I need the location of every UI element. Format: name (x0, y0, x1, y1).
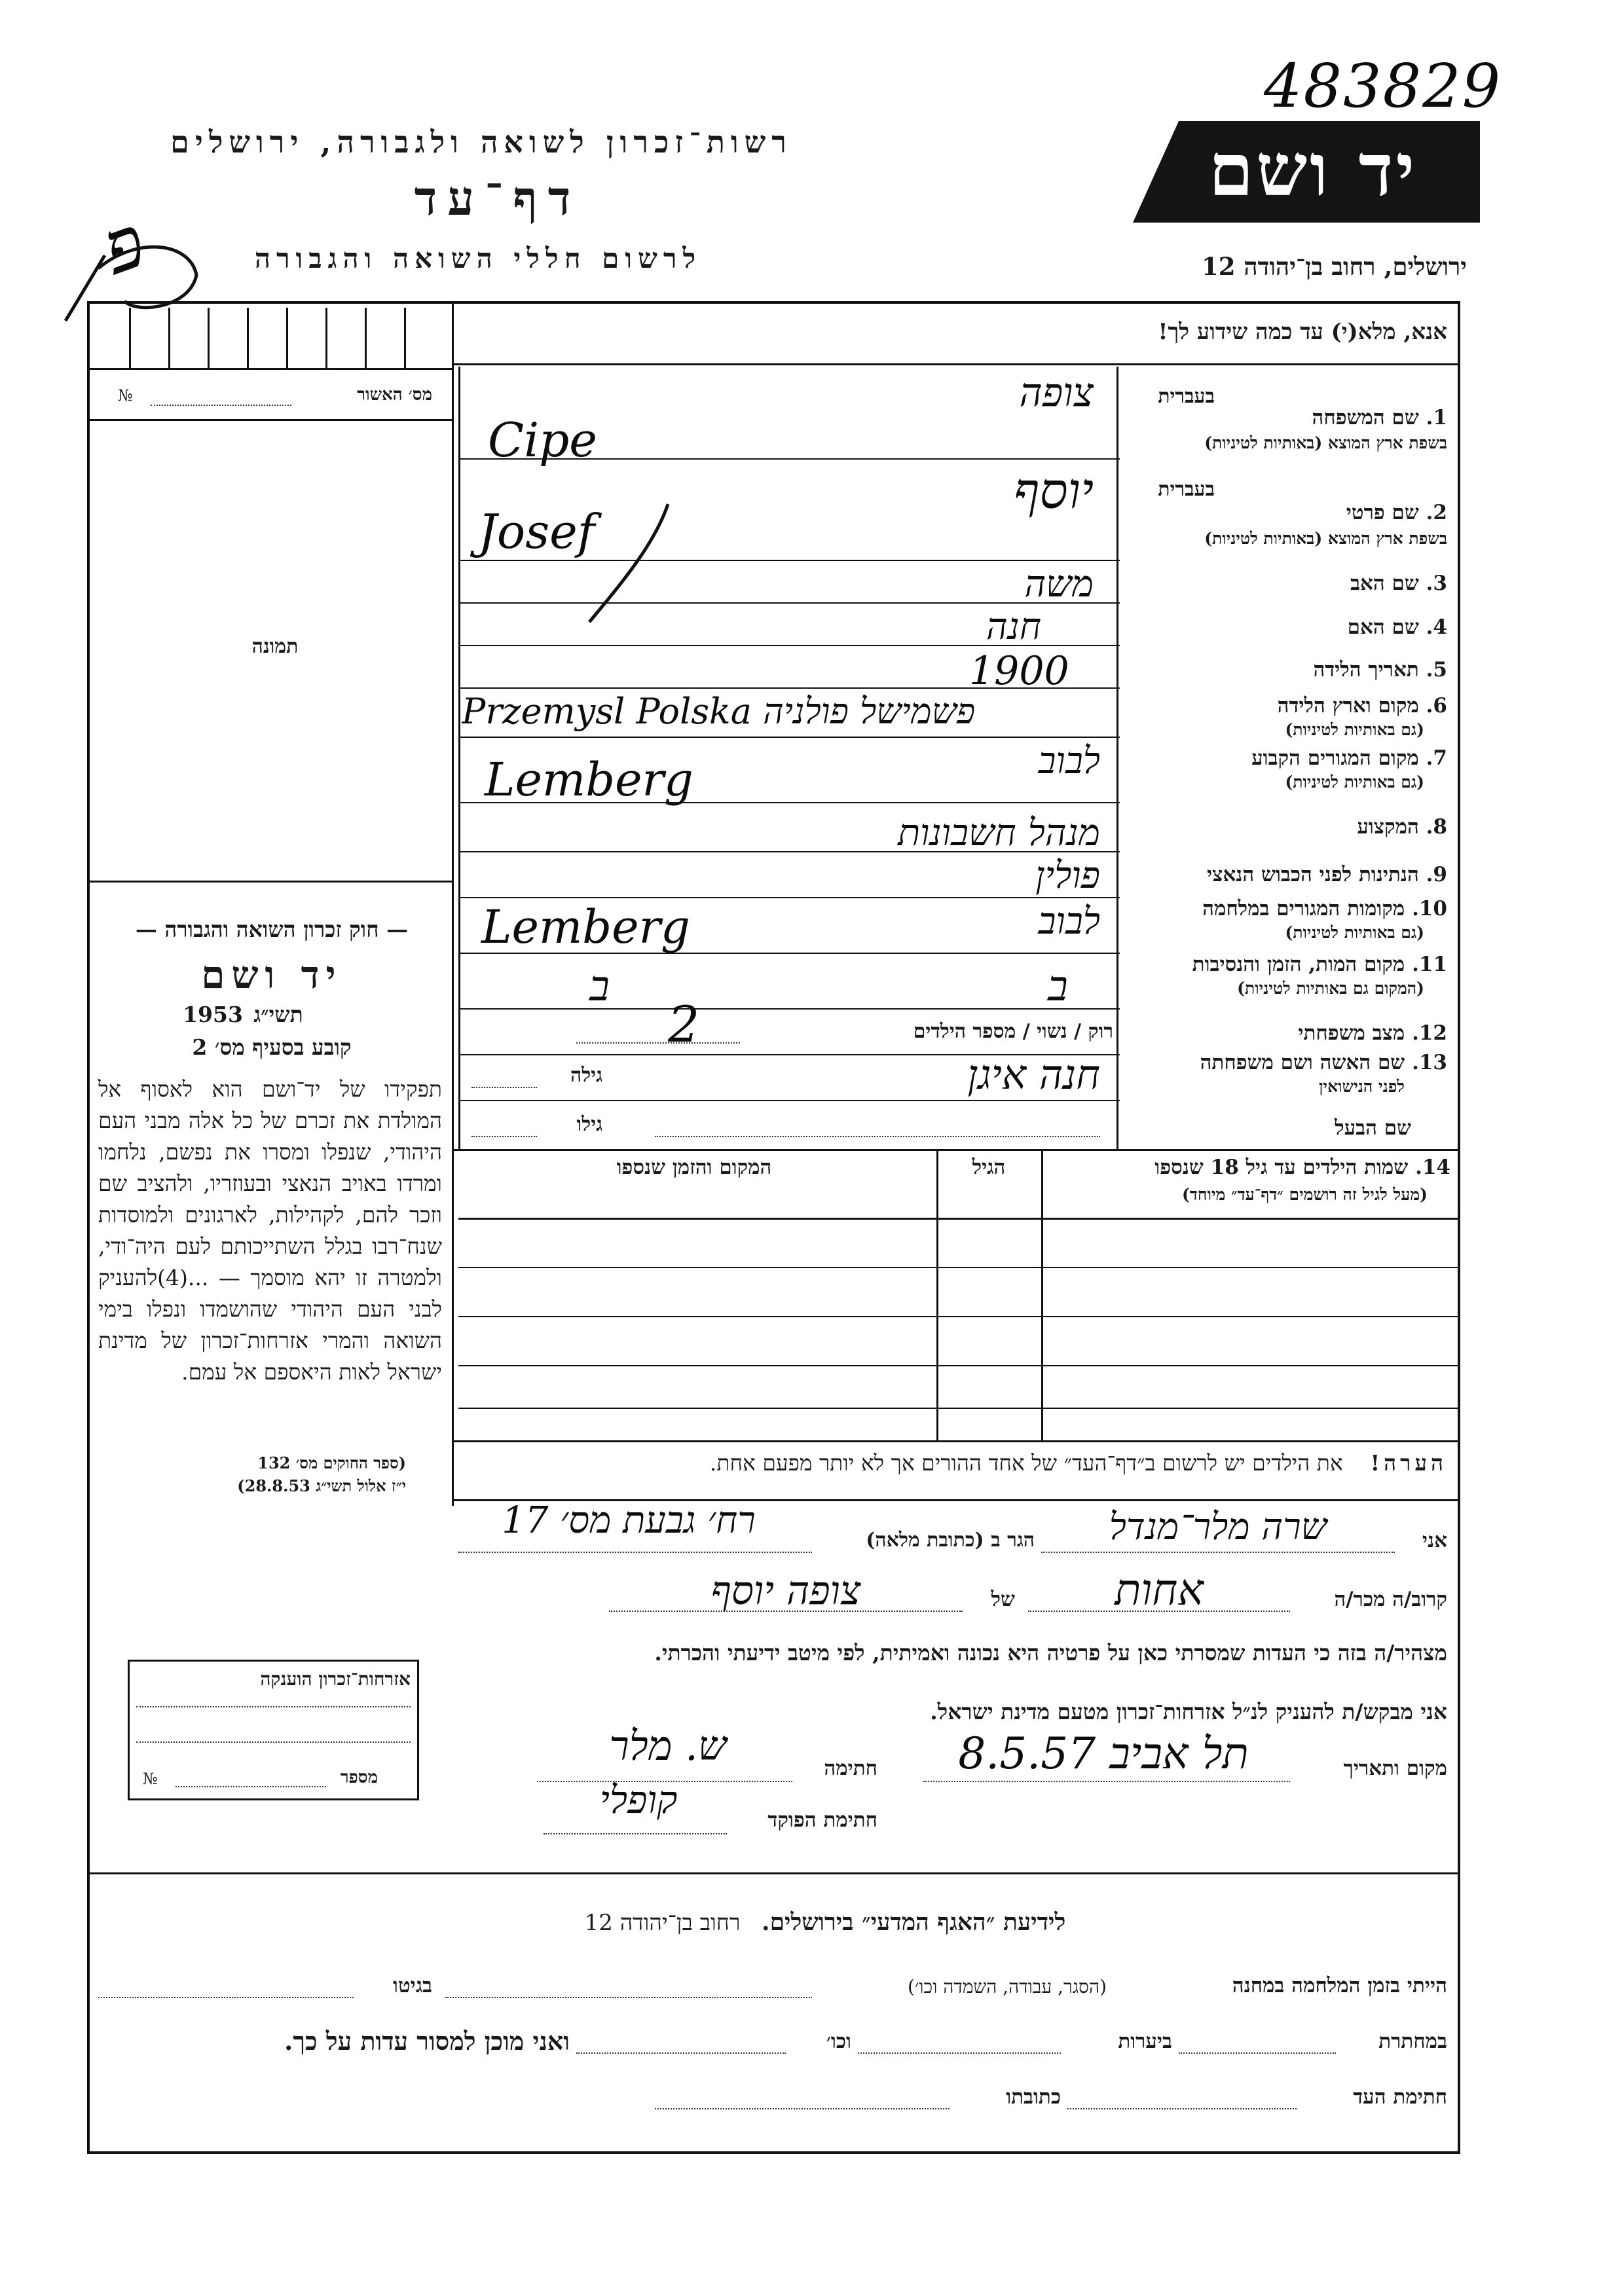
field-1-top-sub: בעברית (1158, 385, 1215, 408)
citizenship-box (128, 1660, 419, 1800)
decl-address: רח׳ גבעת מס׳ 17 (502, 1499, 756, 1542)
decl-officer-sig: קופלי (599, 1777, 678, 1822)
header-address: ירושלים, רחוב בן־יהודה 12 (1202, 252, 1467, 281)
children-note: (מעל לגיל זה רושמים ״דף־עד״ מיוחד) (1181, 1185, 1428, 1204)
children-row (458, 1365, 1460, 1366)
children-title (1048, 1156, 1450, 1179)
field-10-number: 10. (1412, 897, 1447, 920)
decl-statement: מצהיר/ה בזה כי העדות שמסרתי כאן על פרטיה היא נכונה ואמיתית, לפי מיטב ידיעתי והכרתי. (654, 1640, 1447, 1666)
field-12-label (1123, 1021, 1447, 1045)
citizenship-no: № (143, 1770, 158, 1788)
info-line1-dots-a (445, 1997, 812, 1998)
decl-resides-label: הגר ב (כתובת מלאה) (866, 1529, 1035, 1552)
husband-age-label: גילו (576, 1113, 602, 1136)
info-line3-dots-a (1067, 2108, 1297, 2109)
field-10-sub: (גם באותיות לטיניות) (1285, 923, 1424, 942)
answer-residence-lat: Lemberg (485, 753, 693, 807)
decl-of-label: של (991, 1588, 1015, 1611)
field-1-label (1123, 406, 1447, 429)
photo-divider (90, 881, 452, 883)
children-age-header: הגיל (972, 1156, 1006, 1179)
answer-profession: מנהל חשבונות (897, 812, 1100, 854)
field-6-sub: (גם באותיות לטיניות) (1285, 720, 1424, 739)
field-2-sub: בשפת ארץ המוצא (באותיות לטיניות) (1204, 529, 1447, 548)
form-title: דף־עד (414, 170, 581, 226)
answer-nationality: פולין (1035, 854, 1100, 897)
row-divider (458, 897, 1120, 898)
photo-label: תמונה (251, 635, 299, 658)
decl-relation: אחות (1115, 1565, 1204, 1615)
answer-birth-place: Przemysl Polska פשמישל פולניה (462, 691, 976, 732)
children-row (458, 1267, 1460, 1268)
firstname-flourish (563, 498, 694, 629)
decl-officer-label: חתימת הפוקד (767, 1808, 877, 1832)
decl-request: אני מבקש/ת להעניק לנ״ל אזרחות־זכרון מטעם מדינת ישראל. (930, 1699, 1447, 1724)
decl-relation-dots (1028, 1611, 1290, 1612)
decl-deceased-dots (609, 1611, 963, 1612)
answer-wartime-lat: Lemberg (481, 900, 690, 954)
field-1-sub: בשפת ארץ המוצא (באותיות לטיניות) (1204, 433, 1447, 452)
row-divider (458, 1008, 1120, 1010)
decl-place-date-label: מקום ותאריך (1343, 1757, 1447, 1780)
info-line1-a: הייתי בזמן המלחמה במחנה (1232, 1974, 1447, 1997)
decl-place-date-dots (923, 1781, 1290, 1782)
field-2-label (1123, 501, 1447, 524)
wife-age-dots (471, 1087, 537, 1088)
form-subtitle: לרשום חללי השואה והגבורה (254, 242, 702, 274)
field-8-number: 8. (1426, 815, 1447, 839)
info-line2-b: ביערות (1118, 2030, 1172, 2053)
logo-text: יד ושם (1208, 128, 1418, 212)
field-8-label (1123, 815, 1447, 839)
field-6-number: 6. (1426, 694, 1447, 718)
husband-name-dots (655, 1136, 1100, 1137)
field-4-label (1123, 615, 1447, 639)
row-divider (458, 1100, 1120, 1101)
field-11-name: מקום המות, הזמן והנסיבות (1192, 953, 1405, 976)
law-year-heb: תשי״ג (253, 1002, 303, 1027)
decl-name-dots (1041, 1552, 1395, 1553)
remark (465, 1450, 1447, 1476)
answer-birth-date: 1900 (969, 648, 1069, 694)
info-heading (458, 1908, 1192, 1936)
field-3-label (1123, 572, 1447, 595)
row-divider (458, 560, 1120, 561)
decl-relative-label: קרוב/ה מכר/ה (1334, 1588, 1447, 1611)
wife-age-label: גילה (570, 1064, 602, 1087)
answer-firstname-lat: Josef (478, 504, 595, 559)
approval-no: № (118, 386, 133, 405)
answer-col-left (458, 367, 460, 1149)
field-2-name: שם פרטי (1346, 501, 1419, 524)
answer-father: משה (1024, 563, 1094, 606)
info-divider (87, 1872, 1460, 1874)
field-4-name: שם האם (1347, 615, 1419, 639)
field-11-sub: (המקום גם באותיות לטיניות) (1237, 979, 1424, 998)
approval-divider (90, 419, 452, 421)
children-col-age (936, 1149, 938, 1440)
decl-place-date: תל אביב 8.5.57 (958, 1728, 1249, 1779)
instruction: אנא, מלא(י) עד כמה שידוע לך! (1158, 319, 1447, 345)
field-7-sub: (גם באותיות לטיניות) (1285, 773, 1424, 792)
field-5-number: 5. (1426, 658, 1447, 682)
decl-deceased: צופה יוסף (710, 1568, 861, 1614)
decl-i-label: אני (1422, 1529, 1447, 1552)
field-10-label (1123, 897, 1447, 920)
info-line2-c: וכו׳ (826, 2030, 851, 2053)
husband-label: שם הבעל (1335, 1116, 1411, 1140)
husband-age-dots (471, 1136, 537, 1137)
children-title-text: שמות הילדים עד גיל 18 שנספו (1154, 1156, 1409, 1179)
info-title: לידיעת ״האגף המדעי״ בירושלים. (762, 1908, 1066, 1936)
field-1-name: שם המשפחה (1312, 406, 1419, 429)
answer-surname-heb: צופה (1019, 370, 1094, 416)
answer-wife-name: חנה איגן (967, 1051, 1100, 1099)
law-year: 1953 (183, 1002, 243, 1027)
children-col-right (1041, 1149, 1043, 1440)
field-12-number: 12. (1412, 1021, 1447, 1045)
children-row (458, 1408, 1460, 1409)
approval-dots (151, 405, 291, 406)
remark-label: הערה! (1370, 1450, 1447, 1476)
field-7-name: מקום המגורים הקבוע (1251, 746, 1419, 770)
info-line2-dots-a (1179, 2052, 1336, 2054)
law-body: תפקידו של יד־ושם הוא לאסוף אל המולדת את זכרם של כל אלה מבני העם היהודי, שנפלו ומסרו את נפשם, נלחמו ומרדו באויב הנאצי ובעוזריו, ולהציב שם וזכר להם, לקהילות, לארגונים ולמוסדות שנח־רבו בגלל השתייכותם לעם היה־ודי, ולמטרה זו יהא מוסמך — ...(4)להעניק לבני העם היהודי שהושמדו ונפלו בימי השואה והמרי אזרחות־זכרון של מדינת ישראל לאות היאספם אל עמם. (98, 1076, 442, 1385)
answer-residence-heb: לבוב (1038, 740, 1100, 782)
answer-col-right (1116, 367, 1118, 1149)
children-count-dots (576, 1042, 740, 1044)
remark-text: את הילדים יש לרשום ב״דף־העד״ של אחד ההורים אך לא יותר מפעם אחת. (709, 1450, 1343, 1476)
field-7-number: 7. (1426, 746, 1447, 770)
yad-vashem-logo (1133, 121, 1480, 223)
field-11-label (1123, 953, 1447, 976)
answer-mother: חנה (986, 606, 1041, 648)
field-12-name: מצב משפחתי (1298, 1021, 1405, 1045)
field-13-name: שם האשה ושם משפחתה (1200, 1051, 1405, 1074)
field-9-name: הנתינות לפני הכבוש הנאצי (1207, 863, 1419, 886)
left-column-divider (452, 301, 454, 1506)
children-row (458, 1218, 1460, 1220)
field-3-number: 3. (1426, 572, 1447, 595)
answer-firstname-heb: יוסף (1014, 462, 1094, 520)
law-title: — חוק זכרון השואה והגבורה — (135, 917, 409, 942)
field-2-number: 2. (1426, 501, 1447, 524)
info-line2-a: במחתרת (1378, 2030, 1447, 2053)
citizenship-title: אזרחות־זכרון הוענקה (260, 1668, 411, 1690)
field-13-sub: לפני הנישואין (1319, 1077, 1405, 1096)
answer-wartime-heb: לבוב (1038, 900, 1100, 943)
law-name: יד ושם (201, 953, 342, 997)
answer-children-count: 2 (668, 995, 700, 1053)
law-ref-2: י״ז אלול תשי״ג 28.8.53) (237, 1476, 406, 1495)
row-divider (452, 1149, 1460, 1151)
field-11-number: 11. (1412, 953, 1447, 976)
field-1-number: 1. (1426, 406, 1447, 429)
field-13-number: 13. (1412, 1051, 1447, 1074)
field-8-name: המקצוע (1357, 815, 1419, 839)
field-9-label (1123, 863, 1447, 886)
approval-label: מס׳ האשור (357, 385, 432, 405)
field-5-label (1123, 658, 1447, 682)
info-line1-dots-b (98, 1997, 354, 1998)
archive-number: 483829 (1264, 51, 1502, 121)
instruction-divider (452, 363, 1460, 365)
info-address: רחוב בן־יהודה 12 (584, 1910, 741, 1936)
children-place-header: המקום והזמן שנספו (616, 1156, 772, 1179)
decl-signature-label: חתימה (824, 1757, 877, 1780)
decl-officer-dots (544, 1833, 727, 1834)
answer-death-1: ב (589, 962, 610, 1011)
info-line2-dots-c (576, 2052, 786, 2054)
tick-boxes (90, 308, 452, 370)
info-line1-b: (הסגר, עבודה, השמדה וכו׳) (907, 1976, 1107, 1997)
law-ref-1: (ספר החוקים מס׳ 132 (257, 1453, 406, 1472)
field-6-label (1123, 694, 1447, 718)
marital-options: רוק / נשוי / מספר הילדים (913, 1020, 1113, 1043)
answer-death-2: ב (1048, 962, 1068, 1011)
field-7-label (1123, 746, 1447, 770)
field-3-name: שם האב (1350, 572, 1419, 595)
corner-mark: פ (91, 199, 156, 291)
children-bottom (452, 1440, 1460, 1442)
info-line3-b: כתובתו (1006, 2085, 1061, 2109)
info-line3-a: חתימת העד (1353, 2085, 1447, 2109)
info-line3-dots-b (655, 2108, 950, 2109)
decl-signature: ש. מלר (609, 1722, 727, 1770)
field-4-number: 4. (1426, 615, 1447, 639)
children-number: 14. (1415, 1156, 1450, 1179)
field-9-number: 9. (1426, 863, 1447, 886)
field-10-name: מקומות המגורים במלחמה (1202, 897, 1405, 920)
info-line1-c: בגיטו (393, 1974, 432, 1997)
law-section: קובע בסעיף מס׳ 2 (192, 1034, 352, 1060)
decl-address-dots (458, 1552, 812, 1553)
decl-witness-name: שרה מלר־מנדל (1109, 1506, 1327, 1548)
children-row (458, 1316, 1460, 1317)
row-divider (458, 737, 1120, 738)
citizenship-number-label: מספר (340, 1768, 378, 1787)
field-5-name: תאריך הלידה (1313, 658, 1419, 682)
field-13-label (1123, 1051, 1447, 1074)
field-2-top-sub: בעברית (1158, 478, 1215, 501)
info-line2-d: ואני מוכן למסור עדות על כך. (284, 2026, 570, 2056)
field-6-name: מקום וארץ הלידה (1277, 694, 1419, 718)
info-line2-dots-b (858, 2052, 1061, 2054)
authority-line: רשות־זכרון לשואה ולגבורה, ירושלים (170, 124, 792, 160)
answer-surname-lat: Cipe (488, 412, 597, 467)
